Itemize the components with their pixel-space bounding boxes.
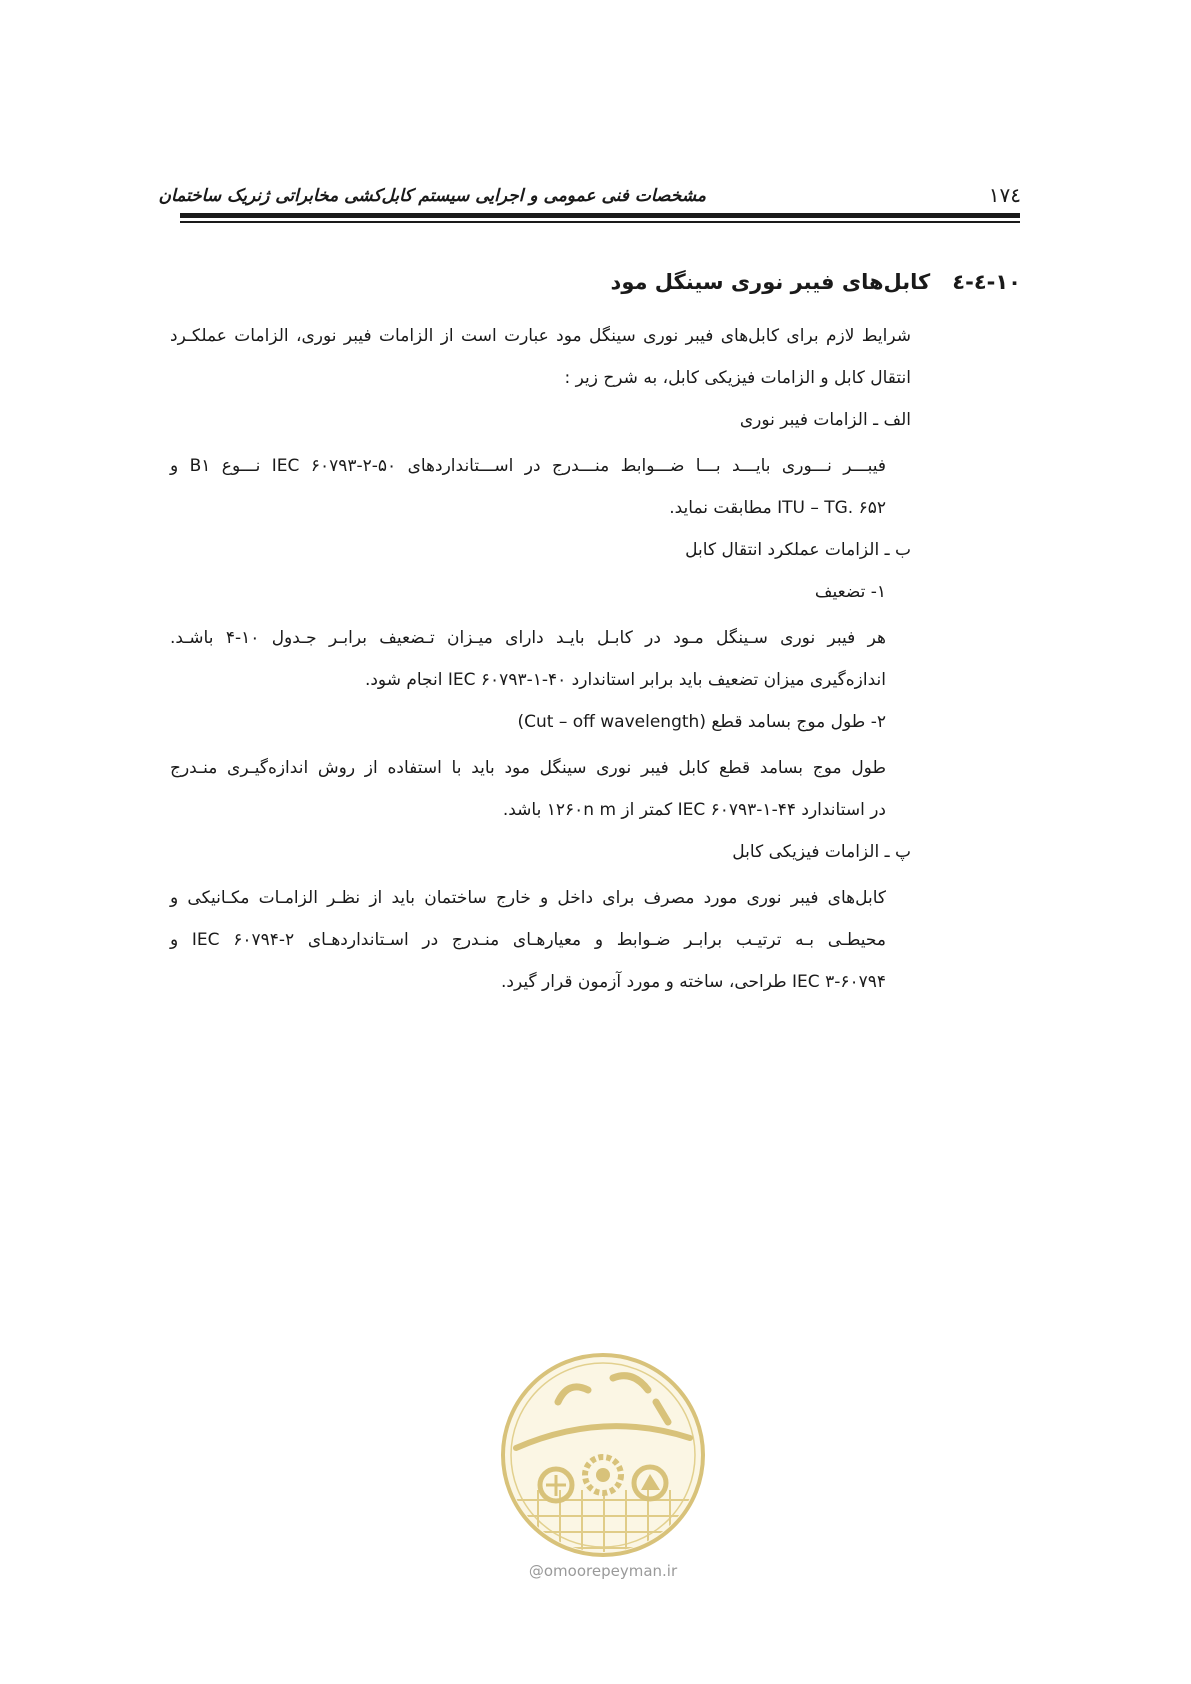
item-1-line-2: اندازه‌گیری میزان تضعیف باید برابر استاندارد ۴۰-۱-۶۰۷۹۳ IEC انجام شود. [364,670,886,690]
running-header-title: مشخصات فنی عمومی و اجرایی سیستم کابل‌کشی مخابراتی ژنریک ساختمان [158,186,706,206]
part-a-line-1: فیبـــر نـــوری بایـــد بـــا ضـــوابط منـــدرج در اســـتانداردهای ۵۰-۲-۶۰۷۹۳ IEC نـــوع B۱ و [170,456,886,476]
part-a-line-2: ITU – TG. ۶۵۲ مطابقت نماید. [669,498,886,518]
part-c-title: پ ـ الزامات فیزیکی کابل [732,842,911,862]
header-rule-thick [180,213,1020,218]
item-2-line-2: در استاندارد ۴۴-۱-۶۰۷۹۳ IEC کمتر از ۱۲۶۰n m باشد. [502,800,886,820]
header-rule-thin [180,221,1020,223]
watermark-site: omoorepeyman.ir [543,1562,678,1580]
section-heading [611,270,1021,294]
part-c-line-2: محیطـی بـه ترتیـب برابـر ضـوابط و معیارهـای منـدرج در اسـتانداردهـای ۲-۶۰۷۹۴ IEC و [170,930,886,950]
item-1-line-1: هر فیبر نوری سـینگل مـود در کابـل بایـد دارای میـزان تـضعیف برابـر جـدول ۱۰-۴ باشـد. [170,628,886,648]
at-icon: @ [528,1562,544,1580]
section-number: ١٠-٤-٤ [952,270,1021,294]
item-1-title: ۱- تضعیف [814,582,886,602]
item-2-title: ۲- طول موج بسامد قطع (Cut – off wavelength) [517,712,886,732]
page-number: ۱۷٤ [988,183,1021,207]
section-title: کابل‌های فیبر نوری سینگل مود [610,270,931,294]
intro-line-1: شرایط لازم برای کابل‌های فیبر نوری سینگل مود عبارت است از الزامات فیبر نوری، الزامات عملکـرد [170,326,911,346]
item-2-line-1: طول موج بسامد قطع کابل فیبر نوری سینگل مود باید با استفاده از روش اندازه‌گیـری منـدرج [170,758,886,778]
part-b-title: ب ـ الزامات عملکرد انتقال کابل [685,540,911,560]
part-c-line-1: کابل‌های فیبر نوری مورد مصرف برای داخل و خارج ساختمان باید از نظـر الزامـات مکـانیکی و [170,888,886,908]
intro-line-2: انتقال کابل و الزامات فیزیکی کابل، به شرح زیر : [564,368,911,388]
part-a-title: الف ـ الزامات فیبر نوری [739,410,911,430]
watermark-site-text [496,1562,710,1580]
watermark-logo [498,1350,708,1560]
part-c-line-3: ۳-۶۰۷۹۴ IEC طراحی، ساخته و مورد آزمون قرار گیرد. [501,972,886,992]
